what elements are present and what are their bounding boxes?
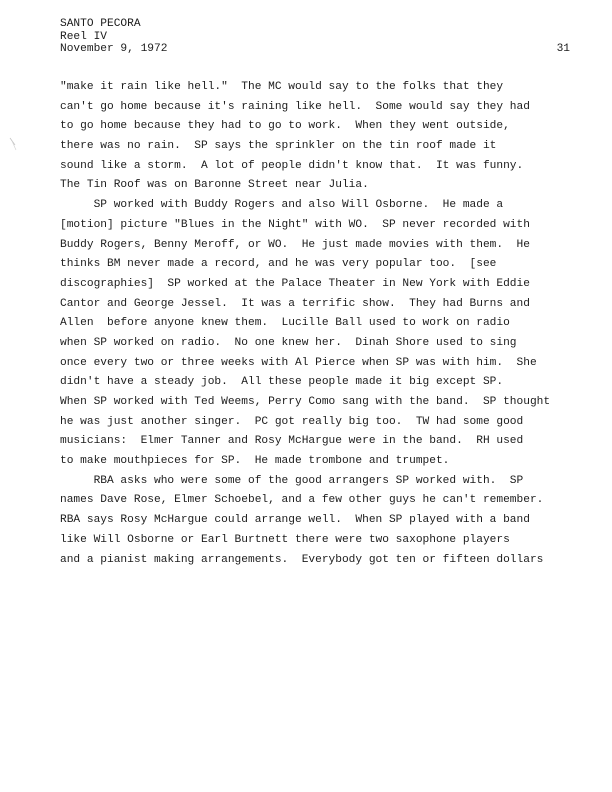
transcript-line: [motion] picture "Blues in the Night" with WO. SP never recorded with	[60, 218, 530, 231]
transcript-line: SP worked with Buddy Rogers and also Will Osborne. He made a	[60, 199, 504, 212]
transcript-line: Buddy Rogers, Benny Meroff, or WO. He just made movies with them. He	[60, 238, 530, 251]
interviewee-name: SANTO PECORA	[60, 18, 141, 30]
transcript-line: once every two or three weeks with Al Pierce when SP was with him. She	[60, 356, 537, 369]
transcript-line: musicians: Elmer Tanner and Rosy McHargue were in the band. RH used	[60, 435, 524, 448]
transcript-line: can't go home because it's raining like hell. Some would say they had	[60, 100, 530, 113]
document-header	[60, 18, 167, 56]
transcript-line: there was no rain. SP says the sprinkler on the tin roof made it	[60, 140, 497, 153]
transcript-line: When SP worked with Ted Weems, Perry Como sang with the band. SP thought	[60, 396, 551, 408]
transcript-line: sound like a storm. A lot of people didn't know that. It was funny.	[60, 159, 524, 172]
transcript-line: thinks BM never made a record, and he was very popular too. [see	[60, 258, 497, 271]
transcript-line: didn't have a steady job. All these people made it big except SP.	[60, 376, 504, 389]
interview-date: November 9, 1972	[60, 43, 168, 55]
transcript-line: names Dave Rose, Elmer Schoebel, and a few other guys he can't remember.	[60, 494, 544, 507]
margin-speck	[9, 136, 17, 152]
transcript-line: RBA asks who were some of the good arrangers SP worked with. SP	[60, 474, 524, 487]
page-number: 31	[556, 43, 570, 55]
transcript-line: "make it rain like hell." The MC would say to the folks that they	[60, 81, 504, 93]
transcript-line: to go home because they had to go to work. When they went outside,	[60, 120, 510, 133]
transcript-body	[60, 78, 608, 570]
transcript-line: he was just another singer. PC got really big too. TW had some good	[60, 415, 524, 428]
transcript-line: discographies] SP worked at the Palace Theater in New York with Eddie	[60, 277, 530, 290]
transcript-line: Allen before anyone knew them. Lucille Ball used to work on radio	[60, 317, 510, 330]
transcript-line: and a pianist making arrangements. Everybody got ten or fifteen dollars	[60, 553, 544, 566]
transcript-line: when SP worked on radio. No one knew her. Dinah Shore used to sing	[60, 336, 517, 349]
transcript-line: The Tin Roof was on Baronne Street near Julia.	[60, 179, 369, 192]
transcript-line: to make mouthpieces for SP. He made trombone and trumpet.	[60, 455, 450, 468]
transcript-line: Cantor and George Jessel. It was a terrific show. They had Burns and	[60, 297, 530, 310]
reel-number: Reel IV	[60, 30, 107, 43]
transcript-line: RBA says Rosy McHargue could arrange well. When SP played with a band	[60, 514, 530, 527]
transcript-line: like Will Osborne or Earl Burtnett there were two saxophone players	[60, 533, 510, 546]
